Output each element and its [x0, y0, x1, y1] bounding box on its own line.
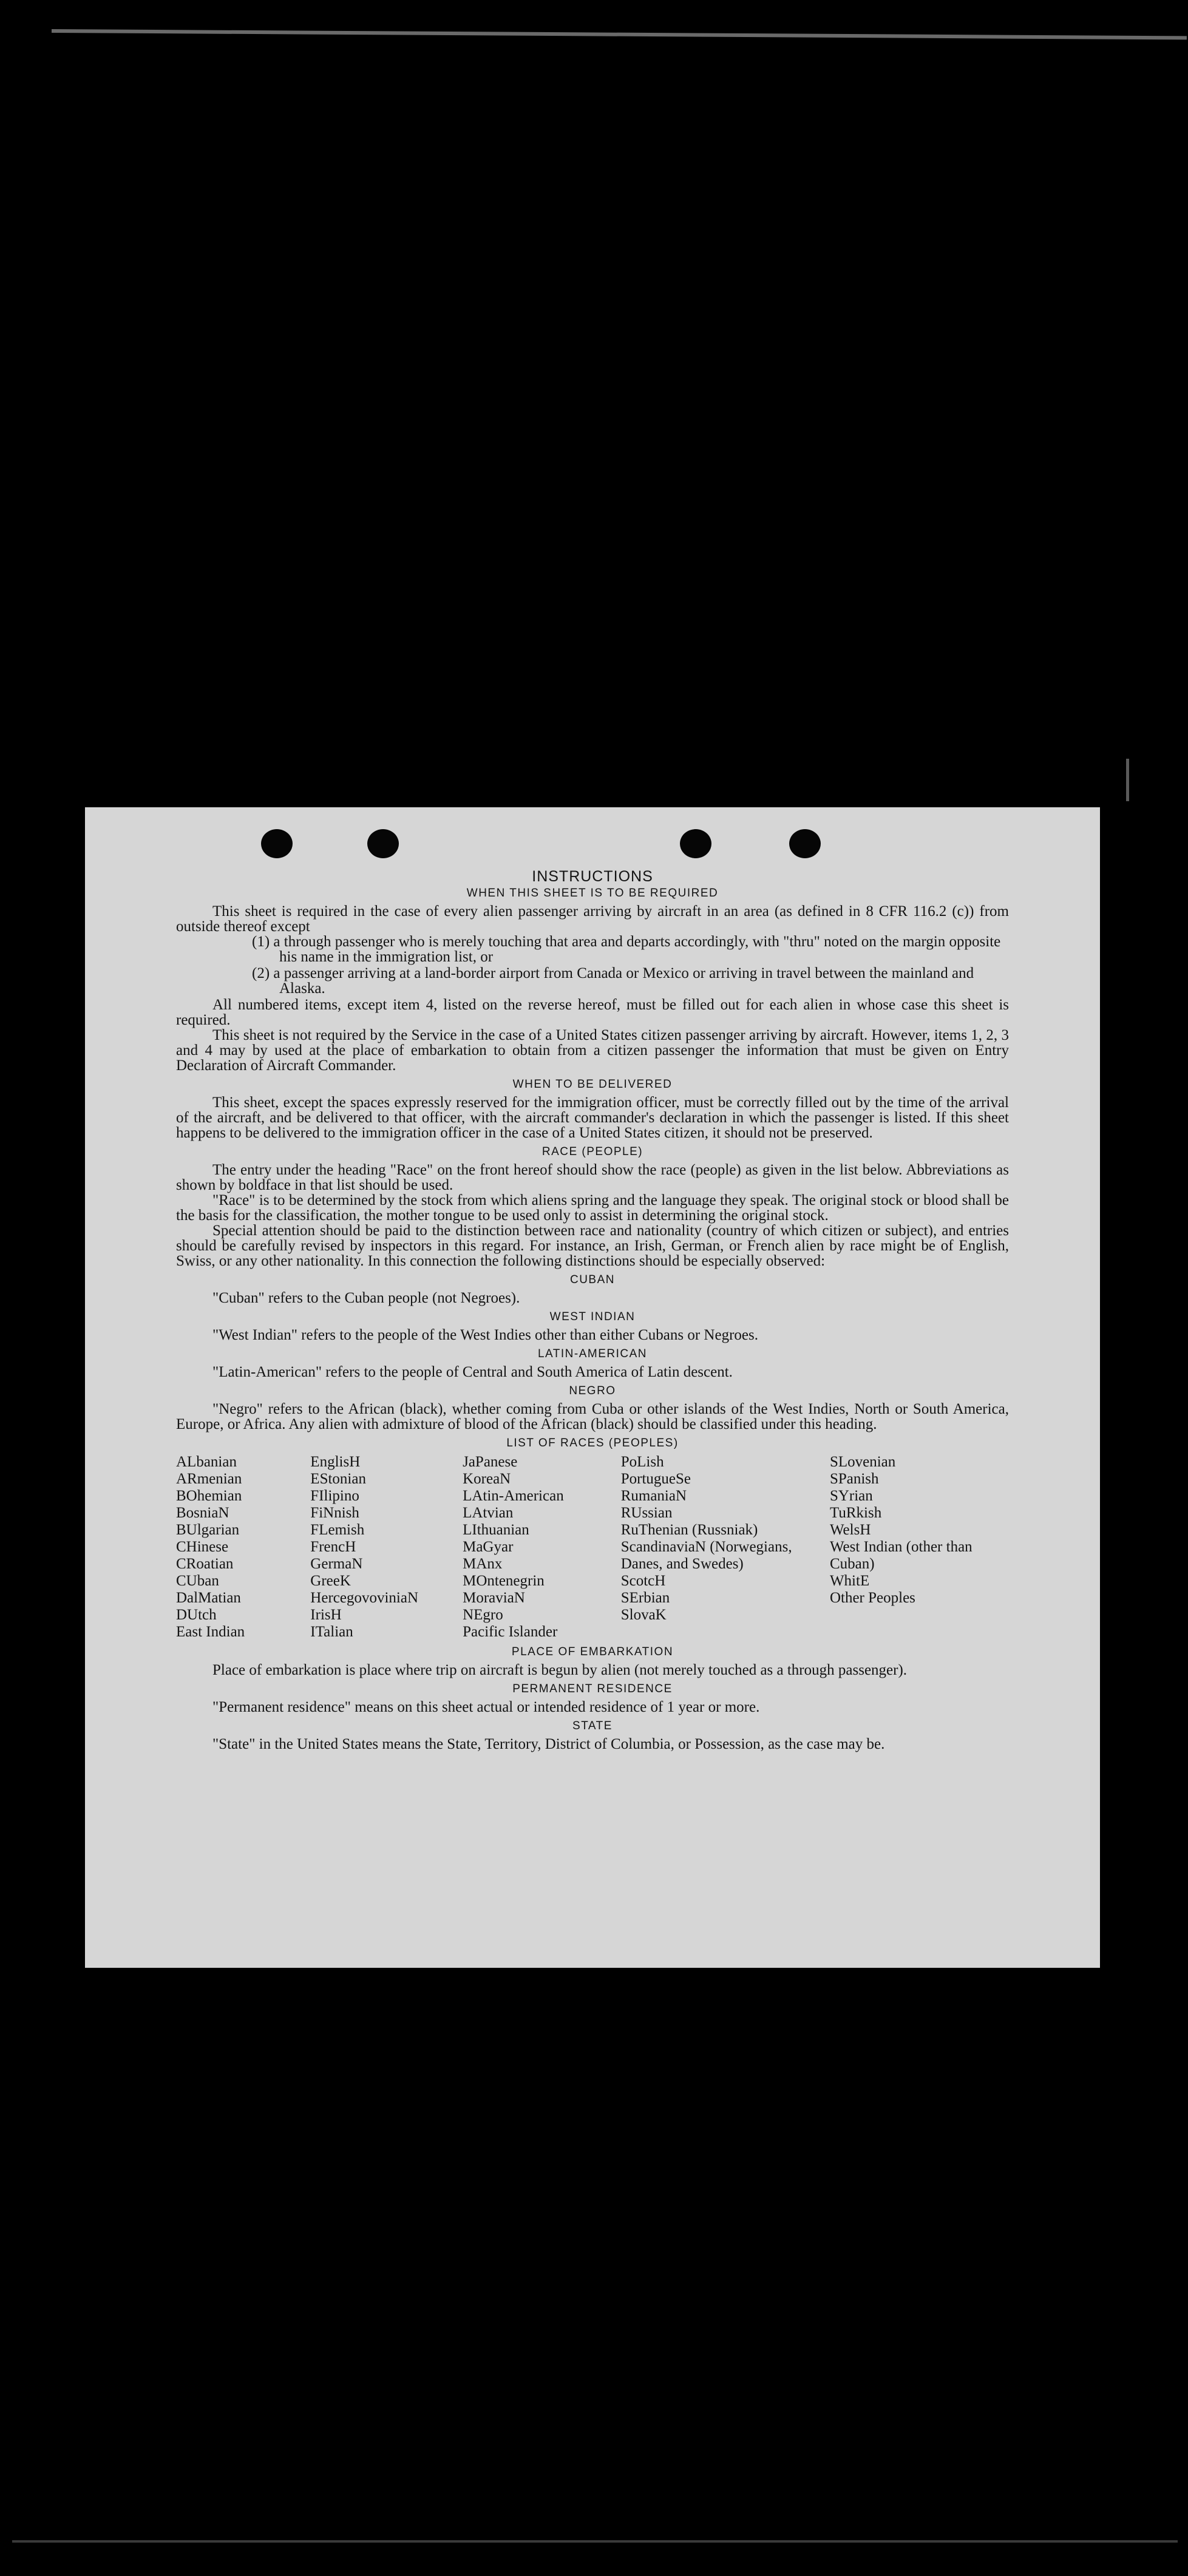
race-entry: CRoatian [176, 1556, 234, 1572]
section-heading-required: WHEN THIS SHEET IS TO BE REQUIRED [466, 887, 719, 900]
race-entry: DalMatian [176, 1590, 241, 1606]
race-entry: LAtin-American [463, 1488, 564, 1504]
paragraph-race-entry: The entry under the heading "Race" on the front hereof should show the race (people) as given in the list below. Abbreviations as shown by boldface in that list should be used. [176, 1162, 1009, 1193]
section-heading-negro: NEGRO [569, 1385, 616, 1397]
race-column [463, 1454, 621, 1641]
race-entry: FiNnish [310, 1505, 359, 1521]
race-entry: MaGyar [463, 1539, 514, 1555]
race-list [176, 1454, 1009, 1641]
race-entry: CHinese [176, 1539, 229, 1555]
section-heading-west-indian: WEST INDIAN [549, 1310, 636, 1323]
paragraph-west-indian: "West Indian" refers to the people of the West Indies other than either Cubans or Negroes. [212, 1327, 758, 1343]
section-heading-race: RACE (PEOPLE) [541, 1145, 643, 1158]
race-entry: KoreaN [463, 1471, 511, 1487]
race-entry: BosniaN [176, 1505, 229, 1521]
scan-edge-mark [1126, 759, 1129, 801]
race-column [830, 1454, 1009, 1641]
paragraph-embarkation: Place of embarkation is place where trip on aircraft is begun by alien (not merely touched as a through passenger). [212, 1662, 908, 1678]
race-entry: EnglisH [310, 1454, 361, 1470]
race-entry: SlovaK [620, 1607, 667, 1623]
race-entry: WelsH [829, 1522, 871, 1538]
race-entry: Other Peoples [829, 1590, 915, 1606]
race-entry: BOhemian [176, 1488, 242, 1504]
race-entry: DUtch [176, 1607, 217, 1623]
paragraph-cuban: "Cuban" refers to the Cuban people (not Negroes). [212, 1290, 520, 1306]
race-entry: EStonian [310, 1471, 366, 1487]
race-entry: IrisH [310, 1607, 342, 1623]
race-entry: MAnx [463, 1556, 503, 1572]
race-entry: FLemish [310, 1522, 365, 1538]
race-entry: LAtvian [463, 1505, 514, 1521]
section-heading-state: STATE [572, 1720, 613, 1732]
paragraph-state: "State" in the United States means the State, Territory, District of Columbia, or Possession, as the case may be. [212, 1736, 885, 1752]
race-entry: RUssian [620, 1505, 673, 1521]
paragraph-latin-american: "Latin-American" refers to the people of Central and South America of Latin descent. [212, 1364, 733, 1380]
race-entry: HercegovoviniaN [310, 1590, 419, 1606]
section-heading-latin-american: LATIN-AMERICAN [537, 1347, 648, 1360]
race-entry: Pacific Islander [463, 1624, 558, 1640]
race-entry: FrencH [310, 1539, 356, 1555]
paragraph-negro: "Negro" refers to the African (black), whether coming from Cuba or other islands of the West Indies, North or South America, Europe, or Africa. Any alien with admixture of blood of the African (black) should be classified under this heading. [176, 1401, 1009, 1432]
race-entry: SYrian [829, 1488, 873, 1504]
exception-item: (1) a through passenger who is merely touching that area and departs accordingly, with "thru" noted on the margin opposite his name in the immigration list, or [252, 934, 1001, 965]
paragraph-residence: "Permanent residence" means on this sheet actual or intended residence of 1 year or more. [212, 1699, 760, 1715]
race-entry: CUban [176, 1573, 219, 1589]
document-page [85, 807, 1100, 1968]
race-entry: SErbian [620, 1590, 670, 1606]
race-entry: FIlipino [310, 1488, 359, 1504]
exception-item: (2) a passenger arriving at a land-border airport from Canada or Mexico or arriving in travel between the mainland and Alaska. [252, 965, 974, 997]
paragraph-delivered: This sheet, except the spaces expressly reserved for the immigration officer, must be correctly filled out by the time of the arrival of the aircraft, and be delivered to that officer, with the aircraft commander's declaration in which the passenger is listed. If this sheet happens to be delivered to the immigration officer in the case of a United States citizen, it should not be preserved. [176, 1094, 1009, 1141]
race-column [621, 1454, 830, 1641]
race-entry: PoLish [620, 1454, 664, 1470]
race-entry: SPanish [829, 1471, 879, 1487]
race-entry: East Indian [176, 1624, 245, 1640]
race-entry: ARmenian [176, 1471, 242, 1487]
scan-edge-line [52, 29, 1187, 39]
race-column [310, 1454, 463, 1641]
race-entry: West Indian (other than Cuban) [829, 1539, 972, 1572]
race-entry: ALbanian [176, 1454, 237, 1470]
race-entry: LIthuanian [463, 1522, 529, 1538]
race-entry: WhitE [829, 1573, 870, 1589]
paragraph-race-nationality: Special attention should be paid to the distinction between race and nationality (country of which citizen or subject), and entries should be carefully revised by inspectors in this regard. For instance, an Irish, German, or French alien by race might be of English, Swiss, or any other nationality. In this connection the following distinctions should be especially observed: [176, 1222, 1009, 1269]
race-entry: MoraviaN [463, 1590, 525, 1606]
race-entry: JaPanese [463, 1454, 518, 1470]
race-entry: GreeK [310, 1573, 351, 1589]
race-entry: PortugueSe [620, 1471, 691, 1487]
race-entry: TuRkish [829, 1505, 882, 1521]
punch-hole [789, 829, 821, 858]
scan-edge-line-bottom [12, 2540, 1178, 2543]
section-heading-delivered: WHEN TO BE DELIVERED [512, 1078, 673, 1091]
punch-hole [680, 829, 711, 858]
section-heading-embarkation: PLACE OF EMBARKATION [511, 1646, 674, 1658]
race-entry: BUlgarian [176, 1522, 240, 1538]
race-entry: NEgro [463, 1607, 503, 1623]
race-entry: ScandinaviaN (Norwegians, Danes, and Swedes) [620, 1539, 792, 1572]
document-title: INSTRUCTIONS [532, 868, 653, 885]
race-entry: ScotcH [620, 1573, 666, 1589]
section-heading-list-of-races: LIST OF RACES (PEOPLES) [506, 1437, 679, 1449]
section-heading-cuban: CUBAN [569, 1273, 615, 1286]
race-entry: MOntenegrin [463, 1573, 545, 1589]
race-column [176, 1454, 310, 1641]
race-entry: ITalian [310, 1624, 353, 1640]
paragraph-race-stock: "Race" is to be determined by the stock from which aliens spring and the language they speak. The original stock or blood shall be the basis for the classification, the mother tongue to be used only to assist in determining the original stock. [176, 1192, 1009, 1224]
paragraph-numbered-items: All numbered items, except item 4, listed on the reverse hereof, must be filled out for each alien in whose case this sheet is required. [176, 997, 1009, 1028]
punch-hole [367, 829, 399, 858]
punch-hole [261, 829, 293, 858]
paragraph-required: This sheet is required in the case of every alien passenger arriving by aircraft in an area (as defined in 8 CFR 116.2 (c)) from outside thereof except [176, 903, 1009, 935]
paragraph-citizen: This sheet is not required by the Service in the case of a United States citizen passenger arriving by aircraft. However, items 1, 2, 3 and 4 may by used at the place of embarkation to obtain from a citizen passenger the information that must be given on Entry Declaration of Aircraft Commander. [176, 1027, 1009, 1074]
race-entry: SLovenian [829, 1454, 896, 1470]
race-entry: RumaniaN [620, 1488, 687, 1504]
race-entry: GermaN [310, 1556, 363, 1572]
race-entry: RuThenian (Russniak) [620, 1522, 758, 1538]
section-heading-residence: PERMANENT RESIDENCE [512, 1683, 673, 1695]
